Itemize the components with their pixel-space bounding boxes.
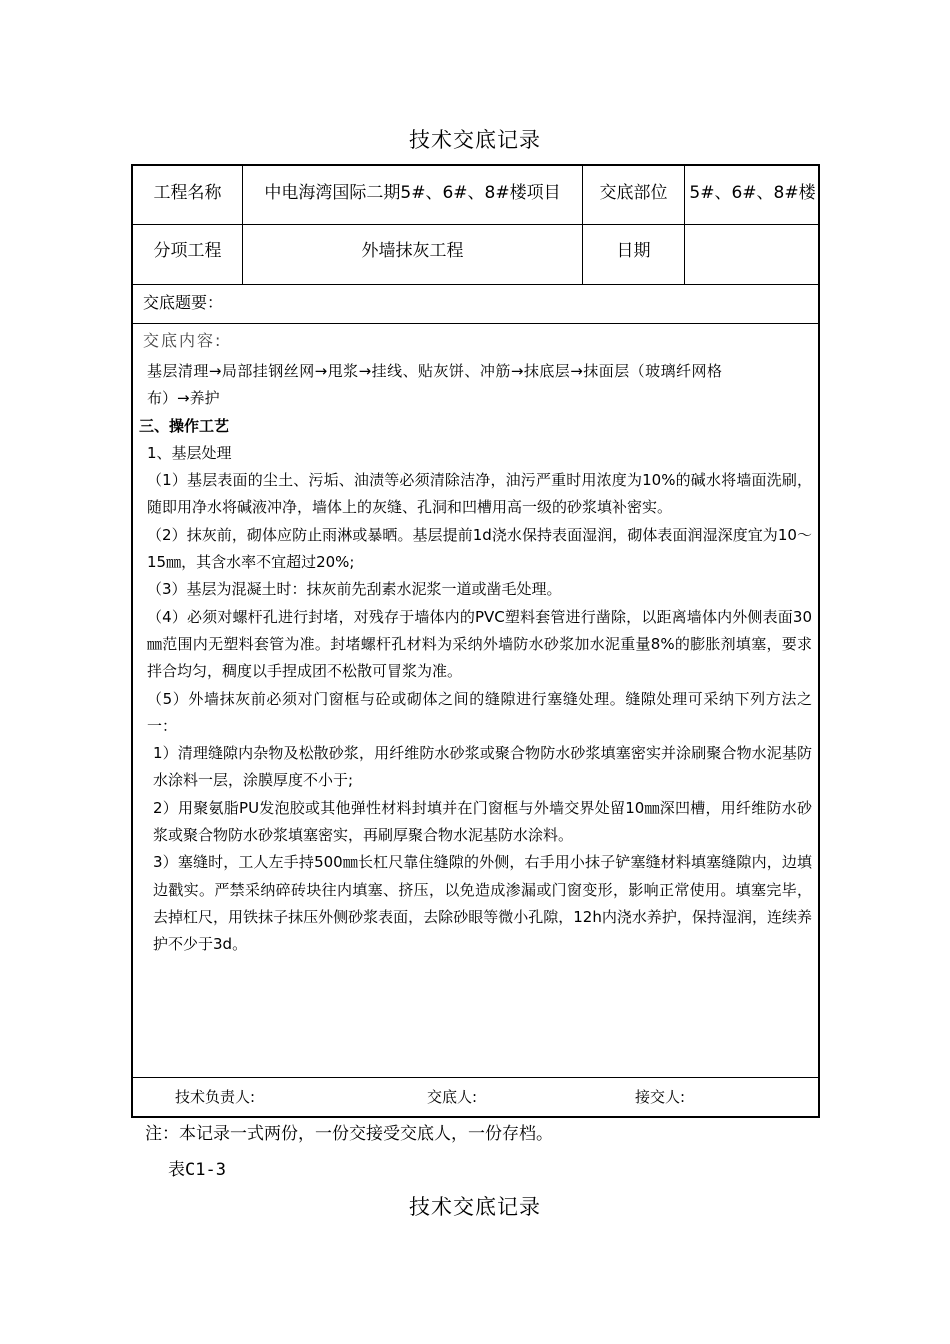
date-value	[685, 225, 820, 271]
disclosure-part-value: 5#、6#、8#楼	[689, 182, 816, 203]
method-item: 1）清理缝隙内杂物及松散砂浆，用纤维防水砂浆或聚合物防水砂浆填塞密实并涂刷聚合物水泥基防水涂料一层，涂膜厚度不小于;	[153, 744, 812, 790]
sub-project-value: 外墙抹灰工程	[361, 240, 464, 261]
disclosure-content	[139, 358, 812, 959]
project-name-value: 中电海湾国际二期5#、6#、8#楼项目	[264, 182, 561, 203]
disclosure-table	[131, 164, 820, 1118]
section-heading: 三、操作工艺	[139, 416, 230, 435]
content-label: 交底内容:	[143, 331, 223, 350]
form-code: 表C1-3	[168, 1160, 226, 1180]
date-label: 日期	[616, 240, 651, 261]
project-name-label: 工程名称	[153, 182, 222, 203]
disclosure-part-label: 交底部位	[599, 182, 668, 203]
sub-project-label: 分项工程	[153, 240, 222, 261]
paragraph: （4）必须对螺杆孔进行封堵，对残存于墙体内的PVC塑料套管进行凿除，以距离墙体内外侧表面30㎜范围内无塑料套管为准。封堵螺杆孔材料为采纳外墙防水砂浆加水泥重量8%的膨胀剂填塞，要求拌合均匀，稠度以手捏成团不松散可冒浆为准。	[147, 607, 812, 681]
paragraph: （2）抹灰前，砌体应防止雨淋或暴晒。基层提前1d浇水保持表面湿润，砌体表面润湿深度宜为10～15㎜，其含水率不宜超过20%;	[147, 525, 812, 572]
paragraph: （5）外墙抹灰前必须对门窗框与砼或砌体之间的缝隙进行塞缝处理。缝隙处理可采纳下列方法之一：	[147, 689, 812, 735]
process-flow: 基层清理→局部挂钢丝网→甩浆→挂线、贴灰饼、冲筋→抹底层→抹面层（玻璃纤网格布）→养护	[147, 362, 722, 408]
method-item: 2）用聚氨脂PU发泡胶或其他弹性材料封填并在门窗框与外墙交界处留10㎜深凹槽，用纤维防水砂浆或聚合物防水砂浆填塞密实，再刷厚聚合物水泥基防水涂料。	[153, 798, 812, 845]
method-item: 3）塞缝时，工人左手持500㎜长杠尺靠住缝隙的外侧，右手用小抹子铲塞缝材料填塞缝隙内，边填边戳实。严禁采纳碎砖块往内填塞、挤压，以免造成渗漏或门窗变形，影响正常使用。填塞完毕，去掉杠尺，用铁抹子抹压外侧砂浆表面，去除砂眼等微小孔隙，12h内浇水养护，保持湿润，连续养护不少于3d。	[153, 853, 812, 954]
footnote: 注：本记录一式两份，一份交接受交底人，一份存档。	[145, 1124, 553, 1144]
sub-heading: 1、基层处理	[147, 443, 232, 462]
document-title-next: 技术交底记录	[409, 1195, 541, 1219]
row-divider	[133, 284, 818, 285]
tech-lead-signature: 技术负责人:	[175, 1088, 256, 1106]
paragraph: （3）基层为混凝土时：抹灰前先刮素水泥浆一道或凿毛处理。	[147, 580, 562, 599]
discloser-signature: 交底人:	[427, 1088, 478, 1106]
receiver-signature: 接交人:	[635, 1088, 686, 1106]
paragraph: （1）基层表面的尘土、污垢、油渍等必须清除洁净，油污严重时用浓度为10%的碱水将墙面洗刷，随即用净水将碱液冲净，墙体上的灰缝、孔洞和凹槽用高一级的砂浆填补密实。	[147, 471, 812, 517]
summary-label: 交底题要：	[143, 293, 224, 312]
row-divider	[133, 1077, 818, 1078]
document-title: 技术交底记录	[409, 128, 541, 152]
row-divider	[133, 323, 818, 324]
